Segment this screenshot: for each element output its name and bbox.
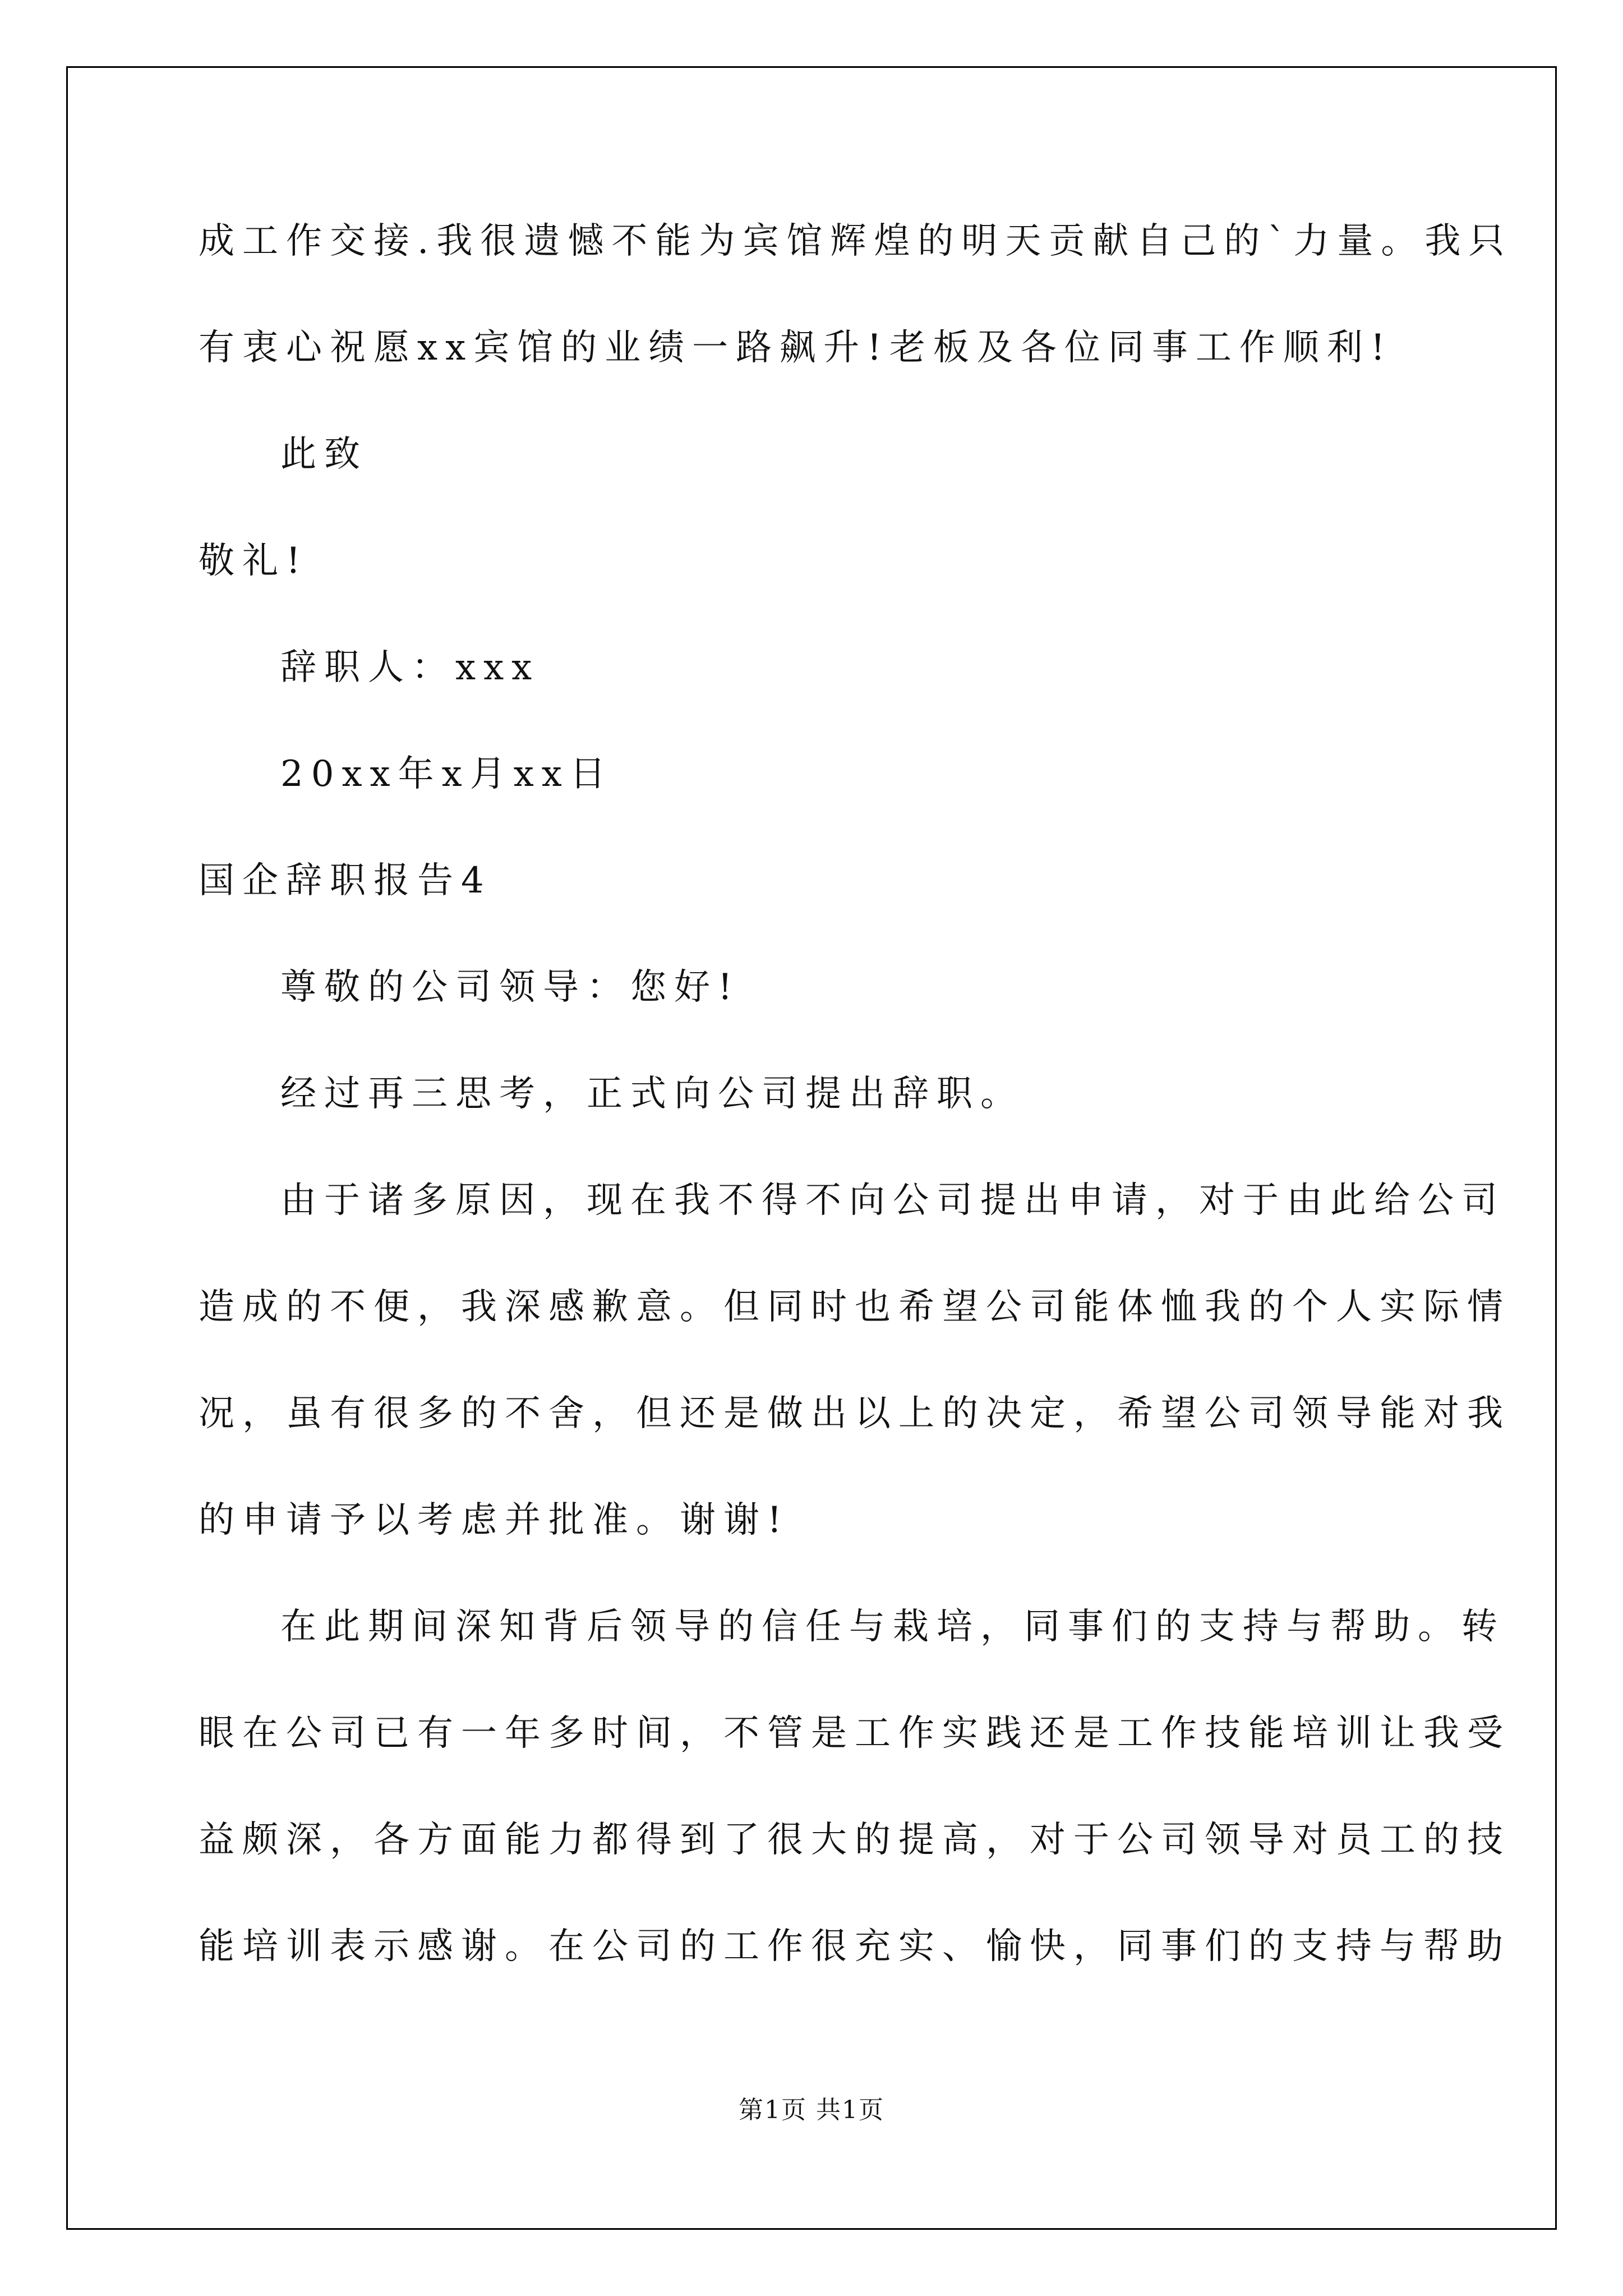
- text-line: 成工作交接.我很遗憾不能为宾馆辉煌的明天贡献自己的`力量。我只: [199, 220, 1513, 262]
- text-line: 由于诸多原因，现在我不得不向公司提出申请，对于由此给公司: [280, 1180, 1505, 1221]
- text-line: 造成的不便，我深感歉意。但同时也希望公司能体恤我的个人实际情: [199, 1286, 1511, 1328]
- section-heading: 国企辞职报告4: [199, 860, 492, 901]
- text-line: 眼在公司已有一年多时间，不管是工作实践还是工作技能培训让我受: [199, 1713, 1511, 1754]
- text-line: 益颇深，各方面能力都得到了很大的提高，对于公司领导对员工的技: [199, 1819, 1511, 1861]
- text-line: 况，虽有很多的不舍，但还是做出以上的决定，希望公司领导能对我: [199, 1393, 1511, 1434]
- text-line: 能培训表示感谢。在公司的工作很充实、愉快，同事们的支持与帮助: [199, 1926, 1511, 1967]
- closing-salutation: 此致: [280, 434, 368, 475]
- text-line: 有衷心祝愿xx宾馆的业绩一路飙升!老板及各位同事工作顺利!: [199, 327, 1393, 369]
- date-line: 20xx年x月xx日: [280, 753, 614, 795]
- page-border: [66, 66, 1557, 2230]
- text-line: 在此期间深知背后领导的信任与栽培，同事们的支持与帮助。转: [280, 1606, 1505, 1648]
- signature-line: 辞职人：xxx: [280, 647, 540, 688]
- closing-regards: 敬礼!: [199, 540, 308, 582]
- page-footer: 第1页 共1页: [739, 2096, 884, 2124]
- greeting-line: 尊敬的公司领导：您好!: [280, 967, 740, 1008]
- text-line: 经过再三思考，正式向公司提出辞职。: [280, 1073, 1024, 1115]
- text-line: 的申请予以考虑并批准。谢谢!: [199, 1499, 790, 1541]
